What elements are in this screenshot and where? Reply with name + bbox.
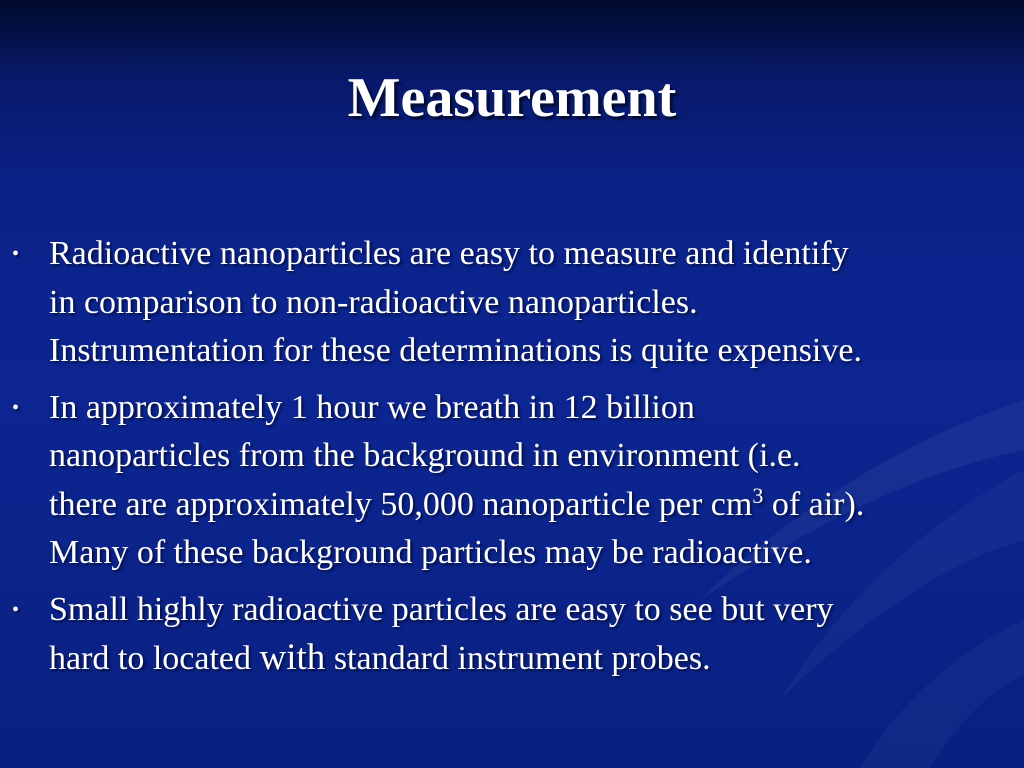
bullet-1-line-2: in comparison to non-radioactive nanoparticles. xyxy=(49,283,698,321)
bullet-2-line-3 xyxy=(49,481,1010,530)
bullet-3-line-2-tail: standard instrument probes. xyxy=(325,640,711,677)
bullet-item-2 xyxy=(0,384,1024,578)
bullet-item-1 xyxy=(0,230,1024,376)
bullet-3-line-2-text: hard to located xyxy=(49,640,260,677)
bullet-marker: • xyxy=(12,243,20,265)
superscript-3: 3 xyxy=(752,482,764,508)
bullet-2-line-1: In approximately 1 hour we breath in 12 billion xyxy=(49,388,695,426)
bullet-3-word-with: with xyxy=(259,637,326,678)
bullet-list xyxy=(0,230,1024,692)
bullet-1-line-3: Instrumentation for these determinations is quite expensive. xyxy=(49,332,862,369)
bullet-item-3 xyxy=(0,586,1024,684)
bullet-marker: • xyxy=(12,598,20,621)
bullet-3-line-1: Small highly radioactive particles are easy to see but very xyxy=(49,590,834,628)
bullet-1-line-1: Radioactive nanoparticles are easy to measure and identify xyxy=(49,235,849,272)
bullet-2-line-4: Many of these background particles may be radioactive. xyxy=(49,534,812,571)
bullet-3-line-2 xyxy=(49,634,1010,684)
bullet-2-line-3-text: there are approximately 50,000 nanoparticle per cm xyxy=(49,485,753,523)
bullet-marker: • xyxy=(12,396,20,419)
bullet-2-line-3-tail: of air). xyxy=(763,485,865,523)
slide-title: Measurement xyxy=(347,67,677,129)
bullet-2-line-2: nanoparticles from the background in environment (i.e. xyxy=(49,437,801,474)
